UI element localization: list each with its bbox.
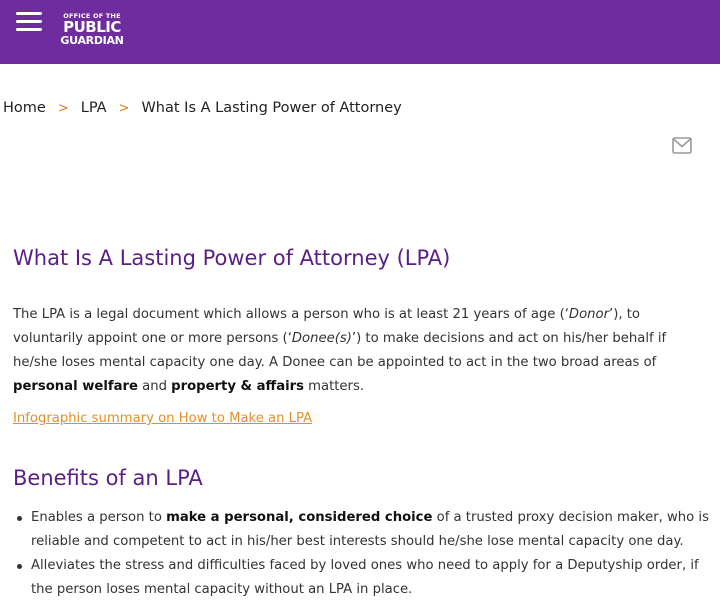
list-item: [13, 506, 713, 554]
breadcrumb: [3, 97, 402, 119]
intro-paragraph: [13, 303, 713, 399]
benefit-text: of a trusted proxy decision maker, who is reliable and competent to act in his/her best interests should he/she lose mental capacity one day.: [31, 510, 709, 549]
logo-line-3: GUARDIAN: [60, 34, 124, 47]
bullet-icon: [17, 564, 22, 569]
page-title: What Is A Lasting Power of Attorney (LPA): [13, 246, 451, 270]
property-affairs-term: property & affairs: [171, 379, 304, 394]
bullet-icon: [17, 516, 22, 521]
breadcrumb-separator: >: [118, 100, 130, 116]
personal-welfare-term: personal welfare: [13, 379, 138, 394]
infographic-link[interactable]: Infographic summary on How to Make an LPA: [13, 411, 313, 426]
top-bar: [0, 0, 720, 64]
list-item: [13, 554, 713, 602]
donee-term: Donee(s): [291, 331, 352, 346]
hamburger-line: [16, 20, 42, 23]
intro-text: matters.: [303, 379, 365, 394]
benefits-list: [13, 506, 713, 602]
hamburger-line: [16, 28, 42, 31]
benefit-highlight: make a personal, considered choice: [166, 510, 433, 525]
breadcrumb-current: What Is A Lasting Power of Attorney: [141, 100, 402, 116]
benefit-text: Alleviates the stress and difficulties faced by loved ones who need to apply for a Deputyship order, if the person loses mental capacity without an LPA in place.: [31, 558, 699, 597]
breadcrumb-home[interactable]: Home: [3, 100, 46, 116]
intro-text: The LPA is a legal document which allows a person who is at least 21 years of age (‘: [13, 307, 569, 322]
breadcrumb-separator: >: [57, 100, 69, 116]
intro-text: ’), to voluntarily appoint one or more persons (‘: [13, 307, 640, 346]
mail-icon[interactable]: [672, 137, 692, 154]
intro-text: and: [137, 379, 172, 394]
donor-term: Donor: [568, 307, 609, 322]
public-guardian-logo[interactable]: [56, 12, 128, 52]
intro-text: ’) to make decisions and act on his/her behalf if he/she loses mental capacity one day. A Donee can be appointed to act in the two broad areas of: [13, 331, 667, 370]
logo-line-2: PUBLIC: [63, 18, 121, 36]
hamburger-line: [16, 12, 42, 15]
logo-line-1: OFFICE OF THE: [63, 12, 121, 20]
benefits-heading: Benefits of an LPA: [13, 466, 203, 490]
breadcrumb-lpa[interactable]: LPA: [80, 100, 107, 116]
benefit-text: Enables a person to: [31, 510, 167, 525]
hamburger-icon[interactable]: [14, 10, 44, 34]
